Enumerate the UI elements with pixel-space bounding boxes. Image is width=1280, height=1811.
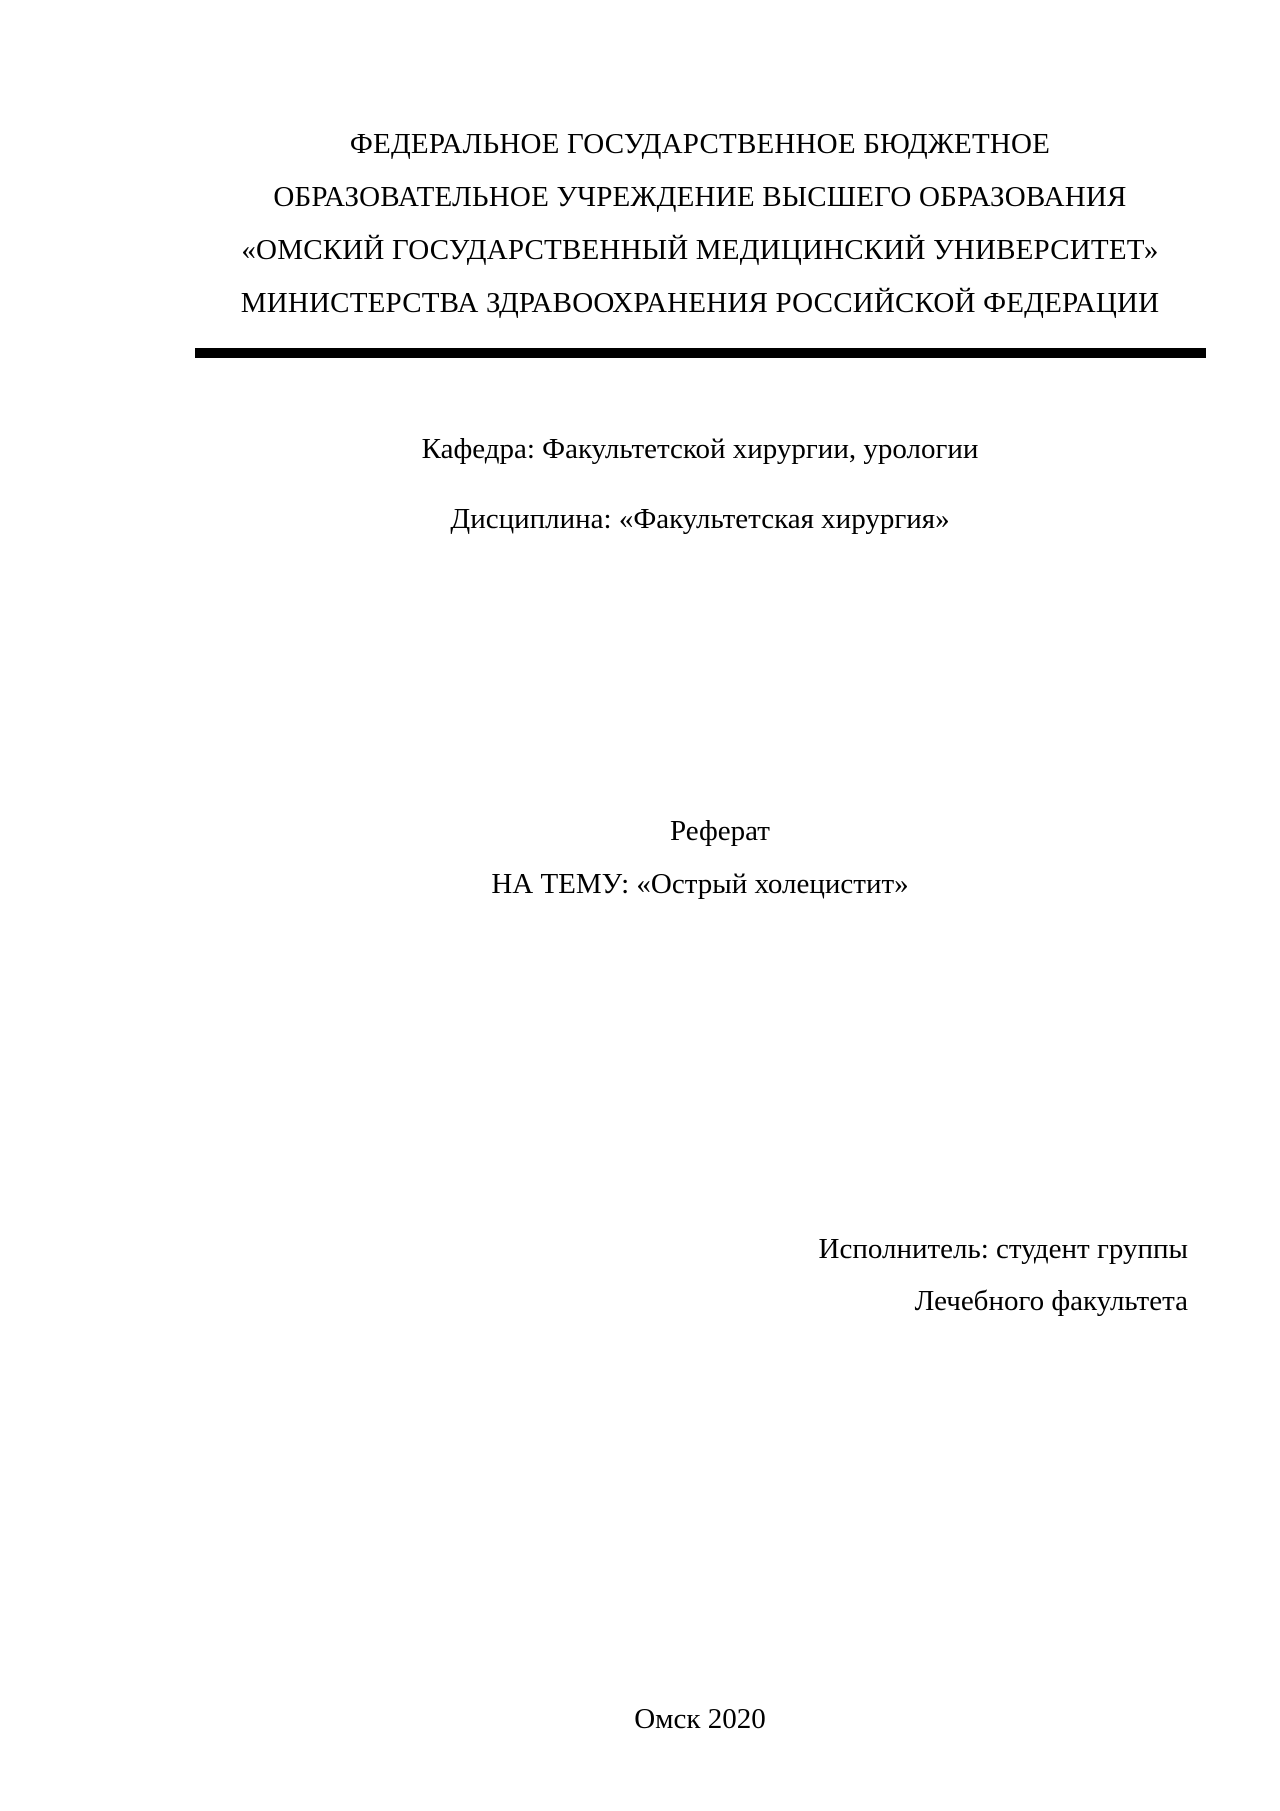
- department-line: Кафедра: Факультетской хирургии, урологии: [421, 433, 979, 465]
- header-divider: [195, 348, 1206, 358]
- author-line-1: Исполнитель: студент группы: [818, 1233, 1188, 1265]
- author-line-2: Лечебного факультета: [914, 1285, 1188, 1317]
- document-kind: Реферат: [670, 815, 770, 847]
- header-line-3: «ОМСКИЙ ГОСУДАРСТВЕННЫЙ МЕДИЦИНСКИЙ УНИВЕРСИТЕТ»: [241, 234, 1159, 266]
- header-line-2: ОБРАЗОВАТЕЛЬНОЕ УЧРЕЖДЕНИЕ ВЫСШЕГО ОБРАЗОВАНИЯ: [273, 181, 1127, 213]
- header-line-1: ФЕДЕРАЛЬНОЕ ГОСУДАРСТВЕННОЕ БЮДЖЕТНОЕ: [349, 128, 1051, 160]
- institution-header: [195, 118, 1205, 330]
- city-year: Омск 2020: [634, 1703, 766, 1735]
- header-line-4: МИНИСТЕРСТВА ЗДРАВООХРАНЕНИЯ РОССИЙСКОЙ ФЕДЕРАЦИИ: [240, 287, 1160, 319]
- document-topic: НА ТЕМУ: «Острый холецистит»: [491, 868, 909, 900]
- discipline-line: Дисциплина: «Факультетская хирургия»: [450, 503, 950, 535]
